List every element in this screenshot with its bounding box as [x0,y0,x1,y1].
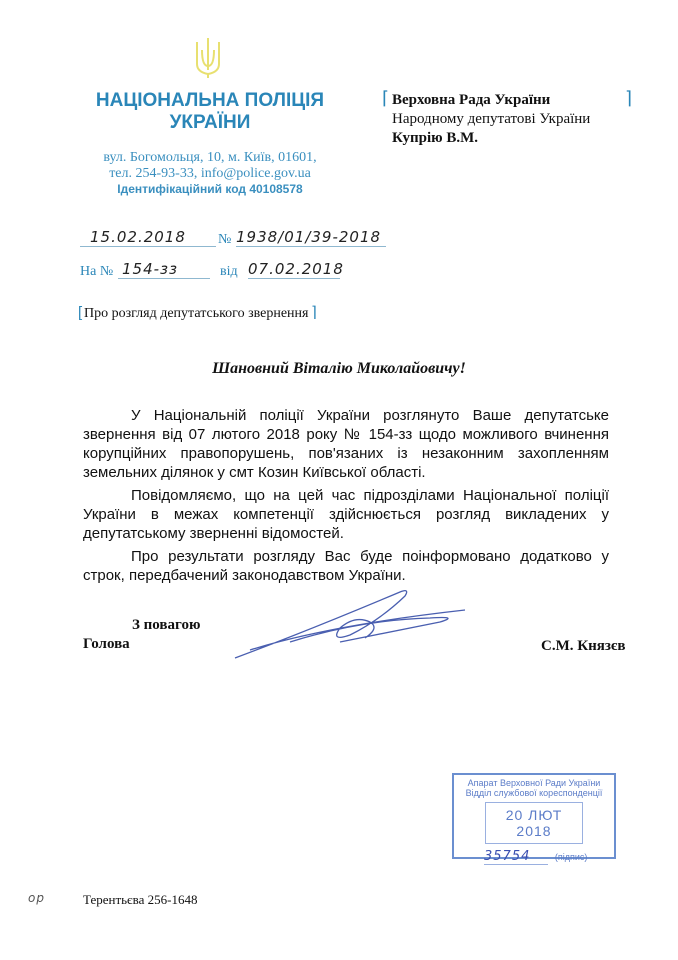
paragraph: У Національній поліції України розглянуто Ваше депутатське звернення від 07 лютого 2018 року № 154-зз щодо можливого вчинення корупційних правопорушень, пов'язаних із незаконним захопленням земельних ділянок у смт Козин Київської області. [83,407,609,481]
stamp-number: 35754 [484,849,548,865]
org-name-line2: УКРАЇНИ [169,112,251,133]
stamp-date: 20 ЛЮТ 2018 [485,802,583,844]
outgoing-number: 1938/01/39-2018 [236,228,386,247]
number-label: № [218,232,232,247]
org-address: вул. Богомольця, 10, м. Київ, 01601, [103,150,317,165]
recipient-line3: Купрію В.М. [392,130,479,146]
org-name-line1: НАЦІОНАЛЬНА ПОЛІЦІЯ [95,90,325,111]
letter-body [83,406,609,589]
stamp-line1: Апарат Верховної Ради України [467,778,601,788]
org-id-code: Ідентифікаційний код 40108578 [117,182,303,196]
org-contacts: тел. 254-93-33, info@police.gov.ua [109,166,311,181]
signature-icon [230,580,470,665]
registration-stamp [452,773,616,864]
closing-regards: З повагою [132,617,201,633]
executor-info: Терентьєва 256-1648 [83,892,198,907]
signatory-name: С.М. Князєв [541,638,626,654]
stamp-line2: Відділ службової кореспонденції [465,788,603,798]
recipient-line1: Верховна Рада України [392,92,551,108]
handwritten-mark: ор [28,891,45,905]
subject-bracket-right: ⌉ [311,304,317,321]
recipient-line2: Народному депутатові України [392,111,591,127]
signatory-position: Голова [83,636,130,652]
trident-emblem-icon [193,36,223,80]
ref-date: 07.02.2018 [248,260,344,278]
ref-label: На № [80,264,114,279]
subject: Про розгляд депутатського звернення [84,306,309,321]
ref-number: 154-зз [118,260,210,279]
bracket-right: ⌉ [625,88,633,108]
paragraph: Повідомляємо, що на цей час підрозділами Національної поліції України в межах компетенції здійснюється розгляд викладених у депутатському зверненні відомостей. [83,487,609,542]
subject-bracket-left: [ [78,304,83,321]
salutation: Шановний Віталію Миколайовичу! [212,360,466,377]
stamp-sign-label: (підпис) [554,852,588,862]
from-label: від [220,264,238,279]
outgoing-date: 15.02.2018 [80,228,216,247]
bracket-left: ⌈ [382,88,390,108]
paragraph: Про результати розгляду Вас буде поінформовано додатково у строк, передбачений законодавством України. [83,548,609,584]
